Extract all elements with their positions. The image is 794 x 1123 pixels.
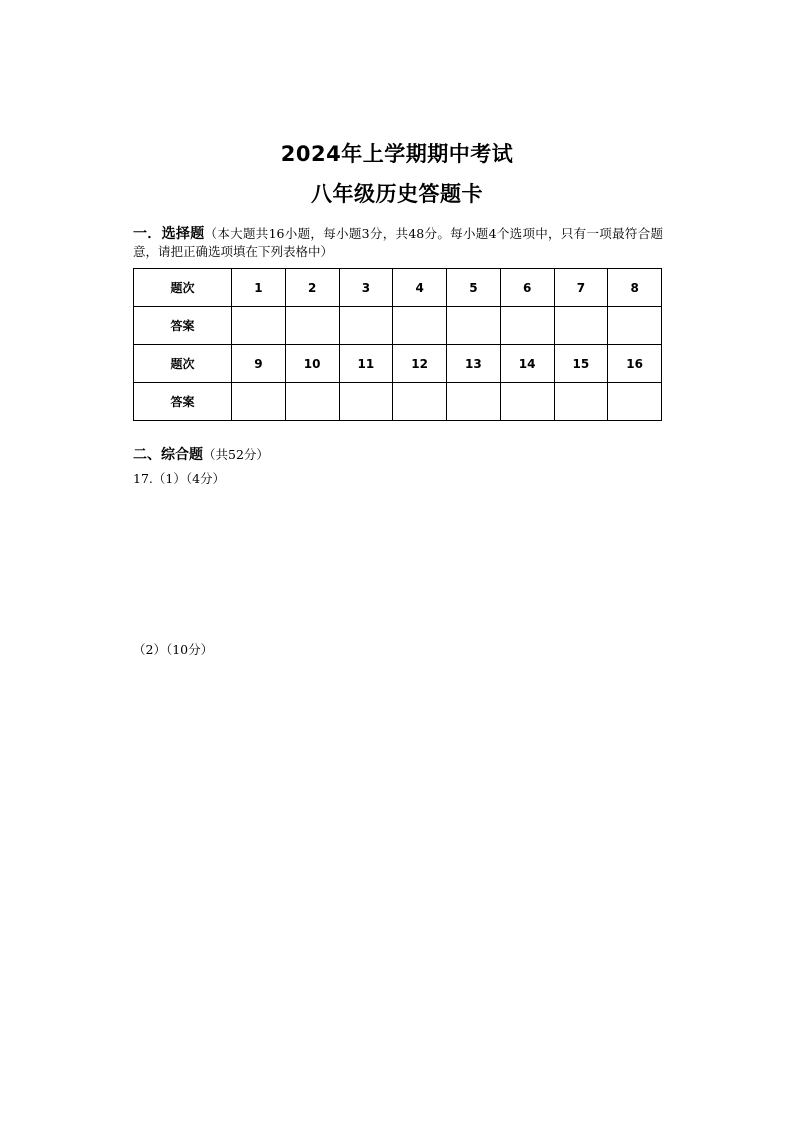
question-number-cell: 4 [393,269,447,307]
answer-cell[interactable] [285,383,339,421]
question-label-cell: 题次 [134,269,232,307]
question-number-row [134,269,662,307]
answer-cell[interactable] [339,383,393,421]
answer-cell[interactable] [608,307,662,345]
answer-label-cell: 答案 [134,307,232,345]
question-number-cell: 11 [339,345,393,383]
answer-label-cell: 答案 [134,383,232,421]
exam-title: 2024年上学期期中考试 [280,142,514,166]
answer-cell[interactable] [554,383,608,421]
question-number-cell: 1 [232,269,286,307]
answer-cell[interactable] [447,383,501,421]
question-number-cell: 15 [554,345,608,383]
answer-sheet-title: 八年级历史答题卡 [311,182,483,206]
answer-cell[interactable] [393,307,447,345]
section-1-heading [133,225,663,260]
answer-row [134,307,662,345]
answer-cell[interactable] [447,307,501,345]
answer-cell[interactable] [500,307,554,345]
section-2-label: 二、综合题 [133,447,203,463]
answer-cell[interactable] [608,383,662,421]
question-number-cell: 3 [339,269,393,307]
question-number-cell: 13 [447,345,501,383]
answer-row [134,383,662,421]
question-number-cell: 7 [554,269,608,307]
question-number-cell: 2 [285,269,339,307]
section-1-description: （本大题共16小题，每小题3分，共48分。每小题4个选项中，只有一项最符合题意，请把正确选项填在下列表格中） [133,226,664,259]
answer-cell[interactable] [232,307,286,345]
question-number-cell: 6 [500,269,554,307]
answer-cell[interactable] [232,383,286,421]
question-number-row [134,345,662,383]
question-number-cell: 12 [393,345,447,383]
section-2-description: （共52分） [203,447,269,462]
question-number-cell: 8 [608,269,662,307]
question-label-cell: 题次 [134,345,232,383]
question-number-cell: 14 [500,345,554,383]
answer-cell[interactable] [500,383,554,421]
answer-cell[interactable] [339,307,393,345]
question-17-part-1: 17.（1）（4分） [133,471,226,486]
section-2-heading [133,446,663,464]
question-17-part-2: （2）（10分） [133,642,214,657]
answer-cell[interactable] [554,307,608,345]
question-number-cell: 5 [447,269,501,307]
question-number-cell: 9 [232,345,286,383]
answer-cell[interactable] [393,383,447,421]
multiple-choice-answer-table [133,268,662,421]
question-number-cell: 10 [285,345,339,383]
question-number-cell: 16 [608,345,662,383]
section-1-label: 一．选择题 [133,226,205,242]
answer-cell[interactable] [285,307,339,345]
